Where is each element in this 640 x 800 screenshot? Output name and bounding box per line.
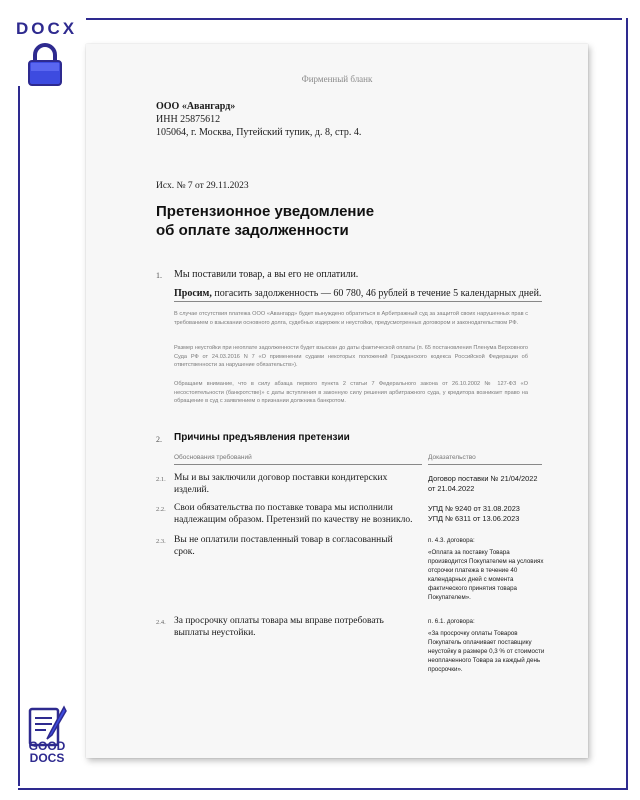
proof-quote: «Оплата за поставку Товара производится Покупателем на условиях отсрочки платежа в течение 40 календарных дней с момента фактического принятия товара Покупателем».: [428, 549, 544, 601]
section-2-number: 2.: [156, 435, 162, 444]
row-number: 2.2.: [156, 506, 166, 513]
document-title: [156, 202, 456, 240]
frame-right-border: [626, 18, 628, 790]
section-1-heading: Мы поставили товар, а вы его не оплатили.: [174, 269, 359, 280]
row-number: 2.3.: [156, 538, 166, 545]
brand-label: DOCX: [16, 19, 78, 38]
lock-icon: [26, 42, 64, 86]
divider: [174, 301, 542, 302]
company-name: ООО «Авангард»: [156, 101, 236, 112]
row-basis: Вы не оплатили поставленный товар в согласованный срок.: [174, 535, 393, 557]
column-rule-proof: [428, 464, 542, 465]
column-header-proof: Доказательство: [428, 454, 476, 461]
frame-left-border: [18, 86, 20, 786]
letterhead: Фирменный бланк: [301, 74, 373, 84]
proof-clause: п. 4.3. договора:: [428, 537, 475, 544]
company-inn: ИНН 25875612: [156, 114, 221, 125]
document-page: [86, 44, 588, 758]
title-line-2: об оплате задолженности: [156, 222, 349, 239]
proof-clause: п. 6.1. договора:: [428, 618, 475, 625]
outgoing-number: Исх. № 7 от 29.11.2023: [156, 181, 249, 191]
column-header-basis: Обоснования требований: [174, 454, 252, 461]
row-basis: За просрочку оплаты товара мы вправе потребовать выплаты неустойки.: [174, 616, 384, 638]
company-address: 105064, г. Москва, Путейский тупик, д. 8, стр. 4.: [156, 127, 362, 138]
row-number: 2.1.: [156, 476, 166, 483]
row-basis: Мы и вы заключили договор поставки кондитерских изделий.: [174, 473, 388, 495]
row-proof: [428, 504, 546, 523]
request-text: погасить задолженность — 60 780, 46 рублей в течение 5 календарных дней.: [211, 288, 542, 299]
company-block: [156, 100, 361, 139]
column-rule-basis: [174, 464, 422, 465]
row-proof: Договор поставки № 21/04/2022 от 21.04.2022: [428, 474, 538, 493]
section-1-number: 1.: [156, 271, 162, 280]
request-bold: Просим,: [174, 288, 212, 299]
good-docs-logo-text: [22, 740, 72, 764]
frame-top-border: [86, 18, 622, 20]
row-basis: Свои обязательства по поставке товара мы исполнили надлежащим образом. Претензий по качеству не возникло.: [174, 503, 413, 525]
section-1-paragraph-2: Размер неустойки при неоплате задолженности будет взыскан до даты фактической оплаты (п. 65 постановления Пленума Верховного Суда РФ от 24.03.2016 N 7 «О применении судами некоторых положений Гражданского кодекса Российской Федерации об ответственности за нарушение обязательств»).: [174, 345, 528, 369]
row-proof: [428, 617, 546, 674]
logo-line-1: GOOD: [28, 739, 66, 753]
row-number: 2.4.: [156, 619, 166, 626]
proof-line: УПД № 6311 от 13.06.2023: [428, 513, 520, 523]
section-1-paragraph-1: В случае отсутствия платежа ООО «Авангард» будет вынуждено обратиться в Арбитражный суд за защитой своих нарушенных прав с требованием о взыскании основного долга, судебных издержек и неустойки, предусмотренных договором и законодательством РФ.: [174, 311, 528, 326]
proof-line: УПД № 9240 от 31.08.2023: [428, 504, 520, 513]
logo-line-2: DOCS: [29, 751, 65, 765]
title-line-1: Претензионное уведомление: [156, 203, 375, 220]
frame-bottom-border: [18, 788, 628, 790]
row-proof: [428, 536, 546, 602]
section-1-paragraph-3: Обращаем внимание, что в силу абзаца первого пункта 2 статьи 7 Федерального закона от 26.10.2002 № 127-ФЗ «О несостоятельности (банкротстве)» с даты вступления в законную силу решения арбитражного суда, у кредитора возникает право на обращение в суд с заявлением о признании должника банкротом.: [174, 381, 528, 405]
proof-quote: «За просрочку оплаты Товаров Покупатель оплачивает поставщику неустойку в размере 0,3 % от стоимости неоплаченного Товара за каждый день просрочки».: [428, 630, 545, 673]
section-1-request: [174, 288, 541, 299]
section-2-heading: Причины предъявления претензии: [174, 432, 350, 443]
